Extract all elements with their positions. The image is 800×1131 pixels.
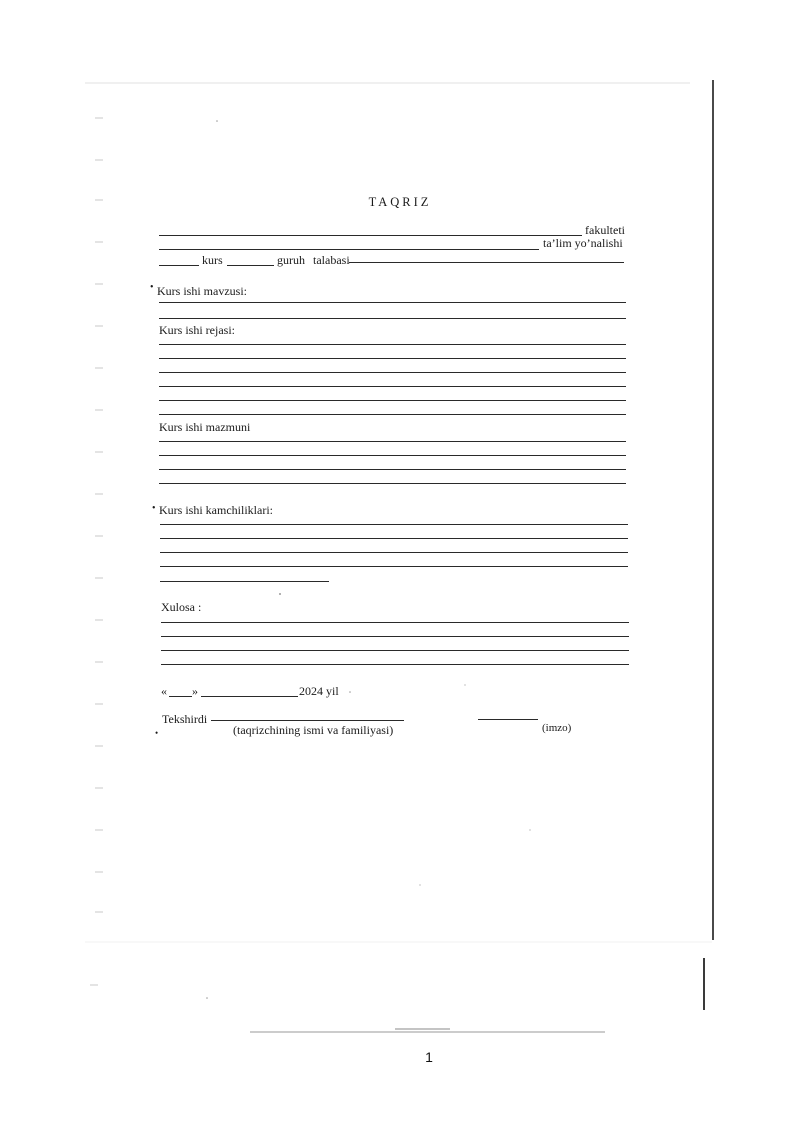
topic-line[interactable]: [159, 318, 626, 319]
checked-label: Tekshirdi: [162, 712, 208, 726]
topic-label: Kurs ishi mavzusi:: [157, 284, 247, 298]
direction-label: ta’lim yo’nalishi: [543, 236, 623, 250]
reviewer-name-line[interactable]: [211, 720, 404, 721]
course-label: kurs: [202, 253, 223, 267]
student-label: talabasi: [313, 253, 350, 267]
content-line[interactable]: [159, 455, 626, 456]
content-line[interactable]: [159, 483, 626, 484]
plan-line[interactable]: [159, 414, 626, 415]
shortcomings-label: Kurs ishi kamchiliklari:: [159, 503, 273, 517]
shortcomings-line[interactable]: [160, 552, 628, 553]
date-close-quote: »: [192, 684, 198, 698]
faculty-label: fakulteti: [585, 223, 625, 237]
plan-label: Kurs ishi rejasi:: [159, 323, 235, 337]
signature-bullet: •: [155, 728, 159, 738]
date-open-quote: «: [161, 684, 167, 698]
page-number: 1: [425, 1049, 433, 1065]
course-line[interactable]: [159, 265, 199, 266]
date-day-line[interactable]: [169, 696, 192, 697]
plan-line[interactable]: [159, 344, 626, 345]
plan-line[interactable]: [159, 386, 626, 387]
plan-line[interactable]: [159, 358, 626, 359]
conclusion-line[interactable]: [161, 636, 629, 637]
conclusion-line[interactable]: [161, 650, 629, 651]
student-line[interactable]: [349, 262, 624, 263]
shortcomings-bullet: •: [152, 503, 156, 514]
group-line[interactable]: [227, 265, 274, 266]
date-month-line[interactable]: [201, 696, 298, 697]
topic-line[interactable]: [159, 302, 626, 303]
date-year-text: 2024 yil: [299, 684, 339, 698]
signature-caption: (imzo): [542, 722, 572, 734]
shortcomings-line[interactable]: [160, 538, 628, 539]
direction-line[interactable]: [159, 249, 539, 250]
content-label: Kurs ishi mazmuni: [159, 420, 251, 434]
content-line[interactable]: [159, 469, 626, 470]
group-label: guruh: [277, 253, 305, 267]
conclusion-label: Xulosa :: [161, 600, 202, 614]
conclusion-line[interactable]: [161, 664, 629, 665]
signature-line[interactable]: [478, 719, 538, 720]
content-line[interactable]: [159, 441, 626, 442]
plan-line[interactable]: [159, 400, 626, 401]
shortcomings-line[interactable]: [160, 524, 628, 525]
plan-line[interactable]: [159, 372, 626, 373]
conclusion-line[interactable]: [161, 622, 629, 623]
shortcomings-line[interactable]: [160, 566, 628, 567]
shortcomings-line[interactable]: [160, 581, 329, 582]
document-title: TAQRIZ: [368, 195, 432, 209]
faculty-line[interactable]: [159, 235, 582, 236]
topic-bullet: •: [150, 282, 154, 293]
reviewer-caption: (taqrizchining ismi va familiyasi): [233, 723, 394, 737]
